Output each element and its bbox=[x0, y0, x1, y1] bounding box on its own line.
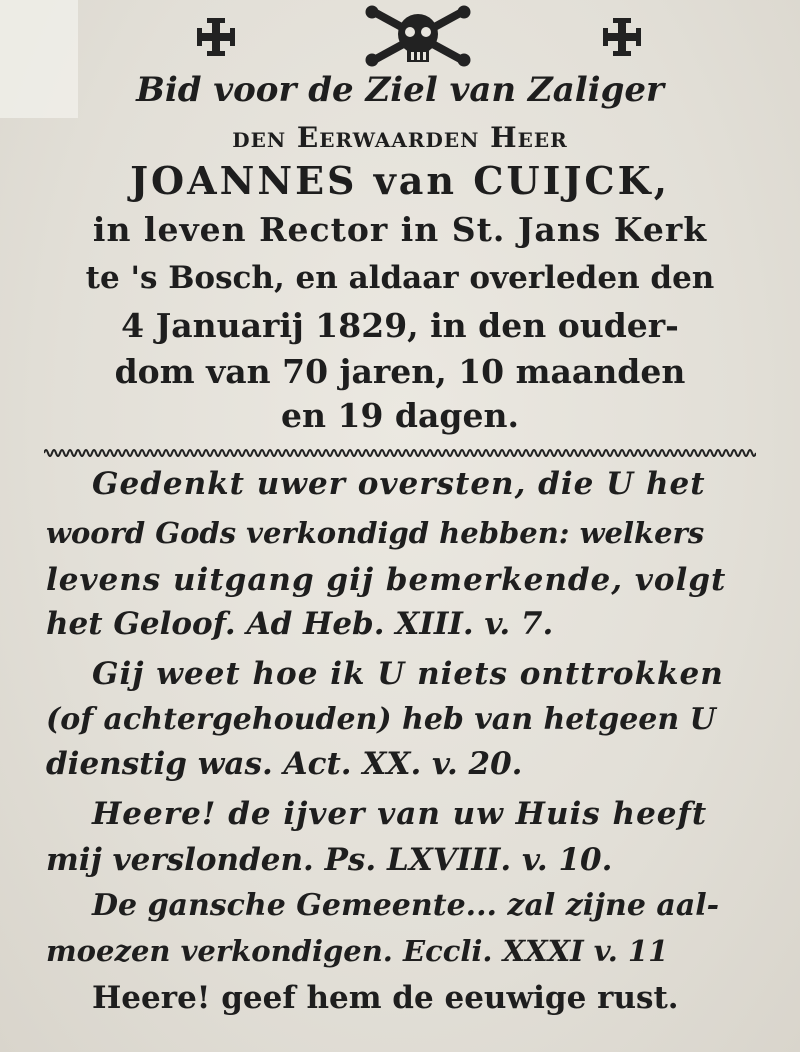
verse-line-3: levens uitgang gij bemerkende, volgt bbox=[46, 562, 727, 598]
bio-line-1: in leven Rector in St. Jans Kerk bbox=[92, 210, 708, 249]
deceased-name: JOANNES van CUIJCK, bbox=[130, 158, 670, 203]
bio-line-4: dom van 70 jaren, 10 maanden bbox=[114, 352, 686, 391]
ornament-row bbox=[0, 0, 800, 80]
verse-line-4: het Geloof. Ad Heb. XIII. v. 7. bbox=[46, 606, 554, 642]
verse-line-6: (of achtergehouden) heb van hetgeen U bbox=[46, 702, 716, 737]
verse-line-5: Gij weet hoe ik U niets onttrokken bbox=[92, 656, 724, 692]
bio-line-2: te 's Bosch, en aldaar overleden den bbox=[85, 260, 715, 296]
cross-icon bbox=[197, 18, 235, 56]
skull-crossbones-icon bbox=[366, 6, 470, 66]
verse-line-8: Heere! de ijver van uw Huis heeft bbox=[92, 796, 708, 832]
verse-line-9: mij verslonden. Ps. LXVIII. v. 10. bbox=[46, 842, 613, 878]
verse-line-10: De gansche Gemeente... zal zijne aal- bbox=[92, 888, 720, 923]
wavy-divider bbox=[44, 446, 756, 460]
invocation-line: Bid voor de Ziel van Zaliger bbox=[136, 70, 664, 110]
verse-line-11: moezen verkondigen. Eccli. XXXI v. 11 bbox=[46, 934, 669, 968]
bio-line-5: en 19 dagen. bbox=[281, 396, 519, 435]
title-line: den Eerwaarden Heer bbox=[232, 121, 568, 154]
bio-line-3: 4 Januarij 1829, in den ouder- bbox=[121, 306, 679, 345]
verse-line-7: dienstig was. Act. XX. v. 20. bbox=[46, 746, 523, 782]
verse-line-2: woord Gods verkondigd hebben: welkers bbox=[46, 516, 705, 550]
verse-line-1: Gedenkt uwer oversten, die U het bbox=[92, 466, 706, 502]
cross-icon bbox=[603, 18, 641, 56]
closing-prayer: Heere! geef hem de eeuwige rust. bbox=[92, 980, 679, 1016]
